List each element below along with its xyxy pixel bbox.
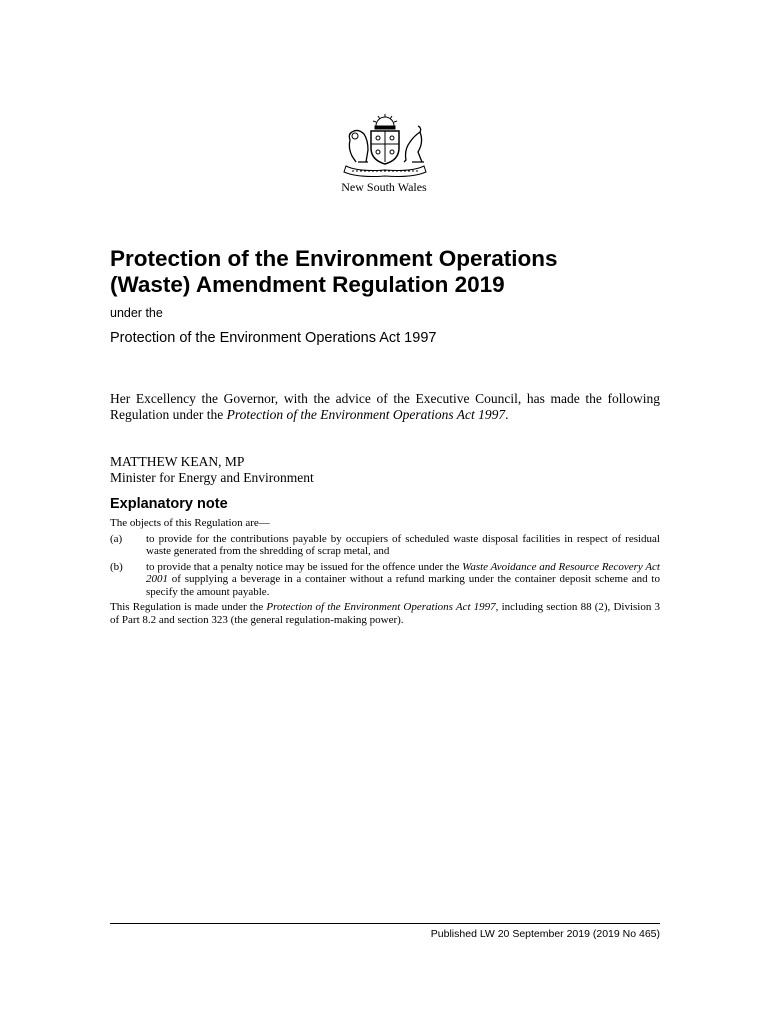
note-closing-end: , including section 88 (2), Division 3 of Part 8.2 and section 323 (the general regulation-making power). <box>110 601 660 626</box>
publication-footer: Published LW 20 September 2019 (2019 No 465) <box>430 928 660 940</box>
jurisdiction-label: New South Wales <box>341 180 427 194</box>
note-item-b-act: Waste Avoidance and Resource Recovery Act 2001 <box>146 560 660 585</box>
title-line-1: Protection of the Environment Operations <box>110 246 558 271</box>
preamble <box>110 391 660 423</box>
nsw-coat-of-arms-icon <box>338 112 432 178</box>
note-closing-start: This Regulation is made under the <box>110 601 267 613</box>
preamble-act: Protection of the Environment Operations Act 1997 <box>226 407 506 422</box>
note-item-text: to provide for the contributions payable by occupiers of scheduled waste disposal facilities in respect of residual waste generated from the shredding of scrap metal, and <box>146 532 660 557</box>
signatory-name: MATTHEW KEAN, MP <box>110 454 245 469</box>
signatory <box>110 454 660 486</box>
under-the-label: under the <box>110 306 163 320</box>
signatory-title: Minister for Energy and Environment <box>110 470 314 485</box>
parent-act-name: Protection of the Environment Operations Act 1997 <box>110 330 437 346</box>
title-line-2: (Waste) Amendment Regulation 2019 <box>110 272 505 297</box>
note-item-b-text-end: of supplying a beverage in a container without a refund marking under the container deposit scheme and to specify the amount payable. <box>146 573 660 598</box>
note-item-label: (a) <box>110 532 123 545</box>
preamble-text: Her Excellency the Governor, with the advice of the Executive Council, has made the following Regulation under the <box>110 391 660 422</box>
preamble-end: . <box>505 407 509 422</box>
note-item-b <box>110 561 660 599</box>
note-item-text <box>146 561 660 599</box>
note-intro: The objects of this Regulation are— <box>110 517 270 529</box>
note-item-label: (b) <box>110 560 123 573</box>
footer-divider <box>110 923 660 924</box>
note-item-a <box>110 533 660 558</box>
explanatory-note-body <box>110 517 660 629</box>
note-closing <box>110 601 660 626</box>
explanatory-note-heading: Explanatory note <box>110 496 228 512</box>
note-item-b-text-start: to provide that a penalty notice may be issued for the offence under the <box>146 560 463 573</box>
note-closing-act: Protection of the Environment Operations Act 1997 <box>266 601 496 613</box>
regulation-title <box>110 246 670 298</box>
